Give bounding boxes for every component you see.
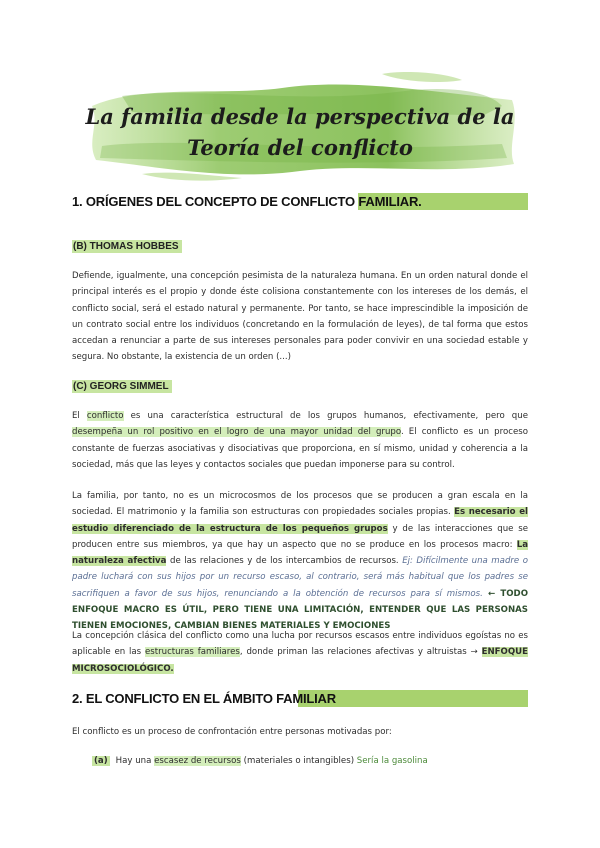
document-title-line2: Teoría del conflicto (187, 135, 413, 160)
section1-heading: 1. ORÍGENES DEL CONCEPTO DE CONFLICTO FAMILIAR. (72, 194, 422, 209)
hobbes-heading: (B) THOMAS HOBBES (72, 240, 182, 253)
section2-heading: 2. EL CONFLICTO EN EL ÁMBITO FAMILIAR (72, 691, 336, 706)
simmel-paragraph-3: La concepción clásica del conflicto como una lucha por recursos escasos entre individuos egoístas no es aplicable en las estructuras familiares, donde priman las relaciones afectivas y altruistas → ENFOQUE MICROSOCIOLÓGICO. (72, 631, 528, 674)
simmel-paragraph-2: La familia, por tanto, no es un microcosmos de los procesos que se producen a gran escala en la sociedad. El matrimonio y la familia son estructuras con propiedades sociales propias. Es necesario el estudio diferenciado de la estructura de los pequeños grupos y de las interacciones que se producen entre sus miembros, ya que hay un aspecto que no se produce en los procesos macro: La naturaleza afectiva de las relaciones y de los intercambios de recursos. Ej: Difícilmente una madre o padre luchará con sus hijos por un recurso escaso, al contrario, será más habitual que los padres se sacrifiquen a favor de sus hijos, renunciando a la obtención de recursos para sí mismos. ← TODO ENFOQUE MACRO ES ÚTIL, PERO TIENE UNA LIMITACIÓN, ENTENDER QUE LAS PERSONAS TIENEN EMOCIONES, CAMBIAN BIENES MATERIALES Y EMOCIONES (72, 491, 528, 632)
hobbes-paragraph: Defiende, igualmente, una concepción pesimista de la naturaleza humana. En un orden natural donde el principal interés es el propio y donde éste colisiona constantemente con los intereses de los demás, el conflicto social, será el estado natural y permanente. Por tanto, se hace imprescindible la imposición de un contrato social entre los individuos (concretando en la formulación de leyes), de tal forma que estos accedan a renunciar a parte de sus intereses personales para poder convivir en una sociedad estable y segura. No obstante, la existencia de un orden (...) (72, 271, 528, 363)
simmel-paragraph-1: El conflicto es una característica estructural de los grupos humanos, efectivamente, pero que desempeña un rol positivo en el logro de una mayor unidad del grupo. El conflicto es un proceso constante de fuerzas asociativas y disociativas que proporciona, en sí mismo, unidad y coherencia a la sociedad, más que las leyes y contactos sociales que puedan imponerse para su control. (72, 411, 528, 470)
section2-intro: El conflicto es un proceso de confrontación entre personas motivadas por: (72, 727, 392, 737)
document-title-line1: La familia desde la perspectiva de la (85, 104, 515, 129)
simmel-heading: (C) GEORG SIMMEL (72, 380, 172, 393)
bullet-a: (a) Hay una escasez de recursos (materiales o intangibles) Sería la gasolina (94, 756, 428, 766)
